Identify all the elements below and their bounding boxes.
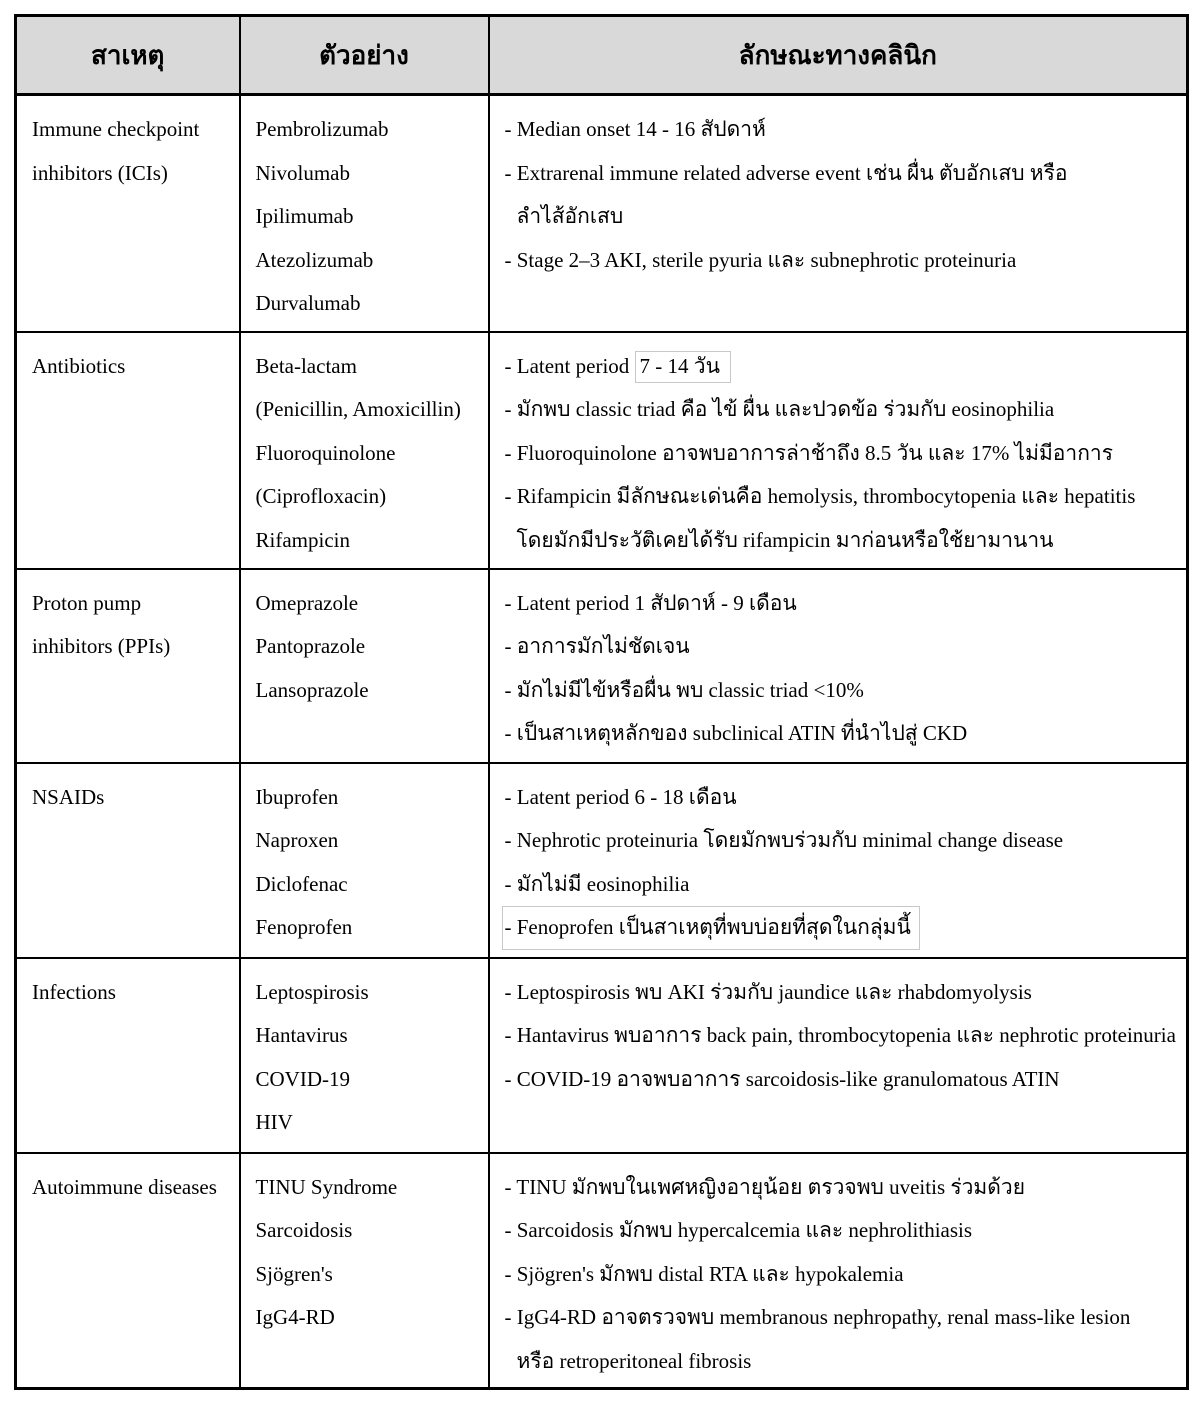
clinical-line [505,108,1177,152]
cause-line: Autoimmune diseases [32,1174,217,1199]
table-header [16,16,1188,95]
example-item: Rifampicin [255,527,350,552]
example-item: Diclofenac [255,871,348,896]
text-segment: - TINU มักพบในเพศหญิงอายุน้อย ตรวจพบ uveitis ร่วมด้วย [504,1174,1026,1199]
clinical-line [505,669,1177,713]
clinical-line-text [505,161,1068,185]
cause-line: NSAIDs [32,784,105,809]
header-cell-clinical: ลักษณะทางคลินิก [489,16,1188,95]
text-segment: - Median onset 14 - 16 สัปดาห์ [504,117,766,141]
example-item: COVID-19 [255,1066,350,1091]
clinical-line-text [505,484,1136,508]
clinical-cell [489,1153,1188,1389]
examples-cell [240,569,489,763]
example-item: Sarcoidosis [255,1218,353,1242]
cause-line: Antibiotics [32,353,126,378]
text-segment: - มักไม่มี eosinophilia [504,871,690,896]
clinical-line-text [517,204,624,228]
clinical-line [505,971,1177,1015]
table-row [16,958,1188,1153]
table-wrap [14,14,1189,1390]
clinical-line [505,819,1177,863]
table-row [16,763,1188,958]
highlight-box [502,906,920,950]
clinical-line-text [505,872,690,896]
clinical-line-text [505,397,1055,421]
clinical-line-text [505,1023,1176,1047]
text-segment: - มักไม่มีไข้หรือผื่น พบ classic triad <10% [504,677,864,702]
text-segment: โดยมักมีประวัติเคยได้รับ rifampicin มาก่อนหรือใช้ยามานาน [516,527,1054,552]
clinical-line [505,776,1177,820]
text-segment: - Leptospirosis พบ AKI ร่วมกับ jaundice และ rhabdomyolysis [504,979,1032,1004]
clinical-line [505,519,1177,563]
examples-cell [240,958,489,1153]
clinical-line-text [505,721,968,745]
cause-line: Immune checkpoint [32,117,200,141]
example-item: Omeprazole [255,590,359,615]
clinical-line [505,152,1177,196]
example-item: Sjögren's [255,1261,333,1286]
example-item: Ipilimumab [255,204,354,228]
text-segment: - Latent period 6 - 18 เดือน [504,784,737,809]
text-segment: - Stage 2–3 AKI, sterile pyuria และ subnephrotic proteinuria [504,247,1017,272]
example-item: Hantavirus [255,1023,348,1047]
example-item: TINU Syndrome [255,1174,398,1199]
atin-causes-table [14,14,1189,1390]
text-segment: - Fenoprofen เป็นสาเหตุที่พบบ่อยที่สุดในกลุ่มนี้ [504,915,911,939]
example-item: (Ciprofloxacin) [255,484,387,508]
example-item: Naproxen [255,828,339,852]
clinical-line-text [505,248,1017,272]
clinical-line [505,1166,1177,1210]
clinical-cell [489,763,1188,958]
clinical-line [505,432,1177,476]
clinical-line-text [505,678,864,702]
text-segment: ลำไส้อักเสบ [516,204,624,228]
header-row [16,16,1188,95]
clinical-line-text [505,828,1064,852]
clinical-line [505,388,1177,432]
text-segment: - Sjögren's มักพบ distal RTA และ hypokalemia [504,1261,904,1286]
cause-cell [16,569,240,763]
text-segment: - Latent period 1 สัปดาห์ - 9 เดือน [504,590,797,615]
text-segment: - Extrarenal immune related adverse event เช่น ผื่น ตับอักเสบ หรือ [504,160,1068,185]
clinical-line [505,582,1177,626]
text-segment: - Fluoroquinolone อาจพบอาการล่าช้าถึง 8.5 วัน และ 17% ไม่มีอาการ [504,440,1113,465]
example-item: Atezolizumab [255,247,374,272]
example-item: Pembrolizumab [255,117,389,141]
clinical-line-text [505,1218,973,1242]
text-segment: - COVID-19 อาจพบอาการ sarcoidosis-like granulomatous ATIN [504,1066,1060,1091]
cause-line: Infections [32,979,116,1004]
clinical-line [505,1058,1177,1102]
clinical-line [505,1340,1177,1384]
header-cell-cause: สาเหตุ [16,16,240,95]
highlight-box: 7 - 14 วัน [635,351,731,383]
clinical-line-text [505,634,690,658]
text-segment: - Hantavirus พบอาการ back pain, thrombocytopenia และ nephrotic proteinuria [504,1023,1176,1047]
clinical-line-text [505,980,1032,1004]
clinical-line-text [505,1175,1026,1199]
clinical-line [505,906,1177,950]
example-item: Beta-lactam [255,353,357,378]
clinical-line [505,1253,1177,1297]
examples-cell [240,332,489,569]
example-item: Fenoprofen [255,915,353,939]
example-item: HIV [255,1110,293,1134]
cause-line: Proton pump [32,590,142,615]
table-row [16,569,1188,763]
clinical-line-text [505,591,797,615]
text-segment: - Rifampicin มีลักษณะเด่นคือ hemolysis, thrombocytopenia และ hepatitis [504,484,1136,508]
cause-cell [16,332,240,569]
example-item: Lansoprazole [255,677,369,702]
example-item: Ibuprofen [255,784,339,809]
clinical-line [505,625,1177,669]
clinical-cell [489,958,1188,1153]
cause-cell [16,958,240,1153]
clinical-line-text [505,1262,904,1286]
text-segment: - Sarcoidosis มักพบ hypercalcemia และ nephrolithiasis [504,1218,973,1242]
table-row [16,95,1188,332]
cause-cell [16,95,240,332]
clinical-line [505,239,1177,283]
clinical-line [505,1014,1177,1058]
table-row [16,332,1188,569]
cause-cell [16,1153,240,1389]
clinical-line-text [505,351,731,383]
clinical-line [505,345,1177,389]
text-segment: หรือ retroperitoneal fibrosis [516,1348,752,1373]
examples-cell [240,763,489,958]
table-body [16,95,1188,1389]
clinical-line-text [505,1067,1060,1091]
header-cell-examples: ตัวอย่าง [240,16,489,95]
clinical-cell [489,569,1188,763]
clinical-line-text [505,441,1114,465]
example-item: (Penicillin, Amoxicillin) [255,397,461,421]
clinical-line-text [505,117,766,141]
example-item: IgG4-RD [255,1305,335,1329]
clinical-line [505,863,1177,907]
clinical-cell [489,332,1188,569]
cause-line: inhibitors (ICIs) [32,160,168,185]
examples-cell [240,95,489,332]
clinical-line [505,1296,1177,1340]
text-segment: - อาการมักไม่ชัดเจน [504,634,690,658]
text-segment: - มักพบ classic triad คือ ไข้ ผื่น และปวดข้อ ร่วมกับ eosinophilia [504,397,1055,421]
clinical-line-text [505,785,737,809]
example-item: Durvalumab [255,291,361,315]
clinical-cell [489,95,1188,332]
text-segment: - Nephrotic proteinuria โดยมักพบร่วมกับ minimal change disease [504,828,1064,852]
clinical-line [505,475,1177,519]
cause-line: inhibitors (PPIs) [32,634,171,658]
clinical-line-text [517,1349,752,1373]
example-item: Pantoprazole [255,634,366,658]
clinical-line-text [505,1305,1131,1329]
table-row [16,1153,1188,1389]
text-segment: - IgG4-RD อาจตรวจพบ membranous nephropathy, renal mass-like lesion [504,1305,1131,1329]
example-item: Fluoroquinolone [255,440,396,465]
text-segment: - Latent period [504,353,635,378]
clinical-line [505,1209,1177,1253]
examples-cell [240,1153,489,1389]
cause-cell [16,763,240,958]
example-item: Leptospirosis [255,979,369,1004]
clinical-line [505,195,1177,239]
clinical-line-text [517,528,1054,552]
example-item: Nivolumab [255,160,350,185]
text-segment: - เป็นสาเหตุหลักของ subclinical ATIN ที่นำไปสู่ CKD [504,721,968,745]
clinical-line [505,712,1177,756]
